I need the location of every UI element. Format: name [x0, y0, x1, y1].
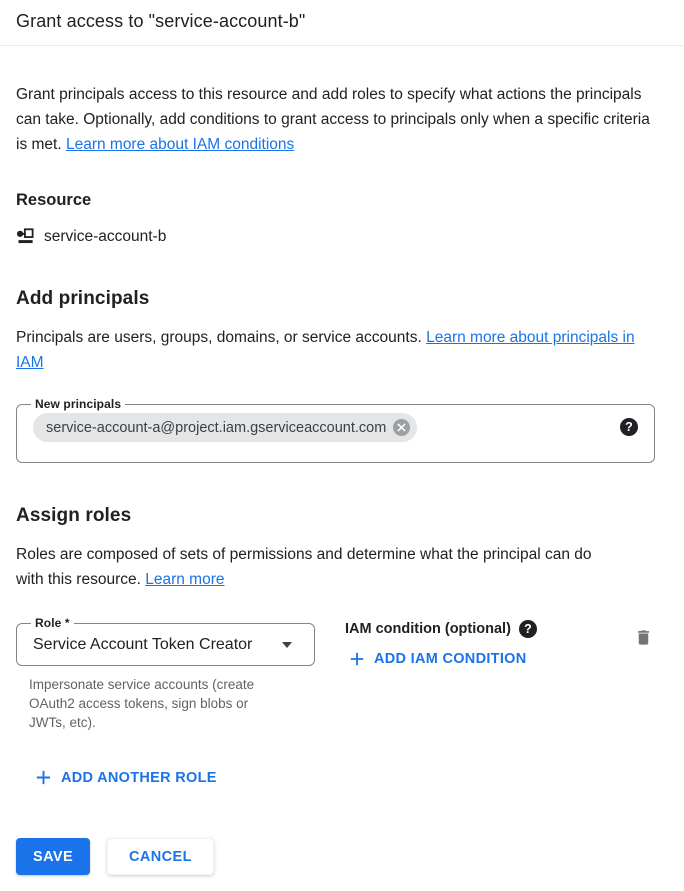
role-label: Role *	[35, 616, 70, 630]
service-account-icon	[16, 227, 35, 246]
principals-text: Principals are users, groups, domains, or service accounts.	[16, 329, 427, 346]
principal-chip[interactable]	[33, 413, 417, 442]
new-principals-input[interactable]	[16, 397, 655, 463]
iam-conditions-link[interactable]: Learn more about IAM conditions	[65, 136, 295, 153]
chevron-down-icon	[282, 642, 292, 648]
new-principals-label: New principals	[35, 397, 122, 411]
add-principals-heading: Add principals	[16, 288, 150, 309]
dialog-actions	[16, 838, 214, 875]
role-column	[16, 616, 345, 732]
plus-icon	[349, 651, 365, 667]
condition-help-icon[interactable]: ?	[519, 620, 537, 638]
resource-name: service-account-b	[44, 227, 167, 245]
delete-role-button[interactable]	[632, 626, 655, 649]
principals-help-icon[interactable]: ?	[620, 418, 638, 436]
dialog-header	[0, 0, 684, 46]
role-select[interactable]	[16, 616, 315, 666]
add-iam-condition-button[interactable]: ADD IAM CONDITION	[349, 651, 527, 667]
role-helper-text: Impersonate service accounts (create OAuth2 access tokens, sign blobs or JWTs, etc).	[29, 677, 255, 730]
intro-paragraph	[16, 82, 664, 157]
principals-link[interactable]: Learn more about principals in IAM	[16, 329, 635, 371]
role-row	[16, 616, 668, 732]
trash-icon	[634, 628, 653, 647]
principal-chip-label: service-account-a@project.iam.gserviceaccount.com	[46, 419, 387, 436]
plus-icon	[35, 769, 52, 786]
roles-learn-more-link[interactable]: Learn more	[145, 571, 225, 588]
role-value: Service Account Token Creator	[33, 636, 253, 653]
assign-roles-heading: Assign roles	[16, 505, 132, 526]
roles-paragraph	[16, 542, 601, 592]
resource-row	[16, 227, 668, 246]
condition-column	[345, 616, 632, 672]
chip-remove-icon[interactable]	[393, 419, 410, 436]
dialog-content	[0, 82, 684, 791]
principals-paragraph	[16, 325, 651, 375]
dialog-title: Grant access to "service-account-b"	[16, 11, 306, 31]
cancel-button[interactable]: CANCEL	[107, 838, 214, 875]
add-another-role-button[interactable]: ADD ANOTHER ROLE	[35, 769, 217, 786]
resource-heading: Resource	[16, 191, 92, 209]
save-button[interactable]: SAVE	[16, 838, 90, 875]
trash-column	[632, 616, 668, 652]
iam-condition-label: IAM condition (optional)	[345, 621, 511, 637]
intro-text: Grant principals access to this resource and add roles to specify what actions the principals can take. Optionally, add conditions to grant access to principals only when a specific criteria is met.	[16, 86, 650, 153]
roles-text: Roles are composed of sets of permissions and determine what the principal can do with this resource.	[16, 546, 592, 588]
